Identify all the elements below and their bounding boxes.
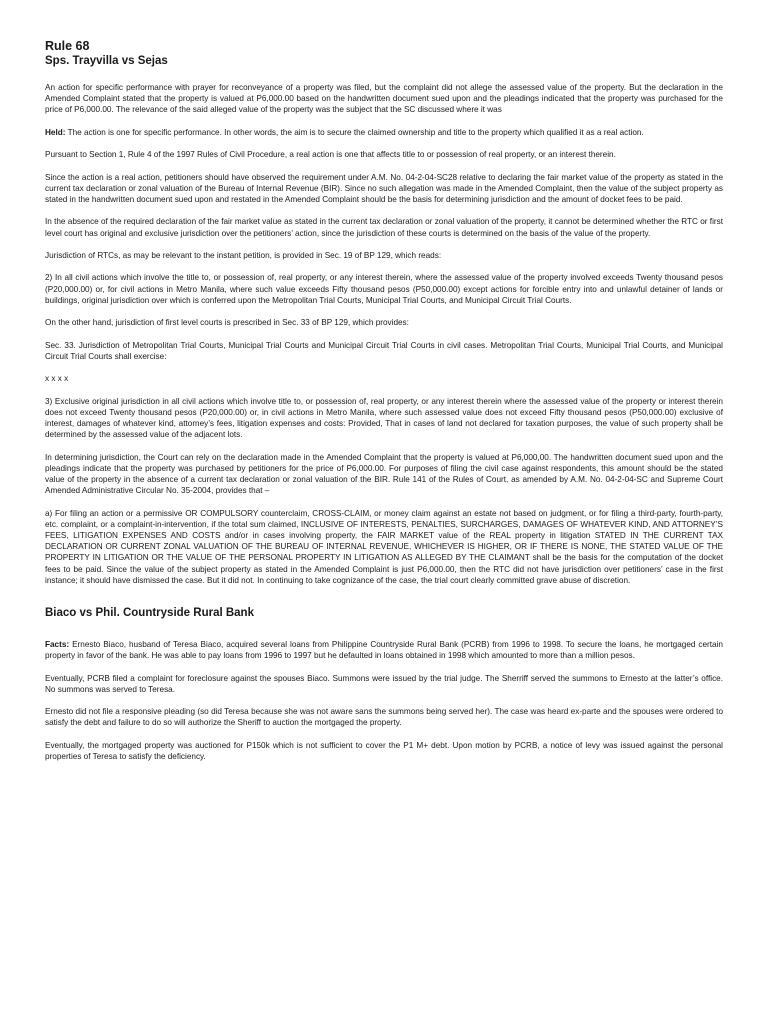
- paragraph: In determining jurisdiction, the Court can rely on the declaration made in the Amended Complaint that the property is valued at P6,000,00. The handwritten document sued upon and the pleadings indicate that the property was purchased by petitioners for the price of P6,000.00. For purposes of filing the civil case against respondents, this amount should be the stated value of the property in the absence of a current tax declaration or zonal valuation of the BIR. Rule 141 of the Rules of Court, as amended by A.M. No. 04-2-04-SC and Supreme Court Amended Administrative Circular No. 35-2004, provides that –: [45, 452, 723, 496]
- ellipsis-marker: x x x x: [45, 374, 69, 384]
- held-paragraph: [45, 127, 723, 138]
- held-label: Held:: [45, 127, 66, 137]
- paragraph: Pursuant to Section 1, Rule 4 of the 1997 Rules of Civil Procedure, a real action is one that affects title to or possession of real property, or an interest therein.: [45, 150, 616, 160]
- facts-paragraph: [45, 639, 723, 661]
- case-title-biaco: Biaco vs Phil. Countryside Rural Bank: [45, 606, 254, 619]
- paragraph: Ernesto did not file a responsive pleading (so did Teresa because she was not aware sans the summons being served her). The case was heard ex-parte and the spouses were ordered to satisfy the debt and failure to do so will authorize the Sheriff to auction the mortgaged the property.: [45, 707, 723, 728]
- paragraph: On the other hand, jurisdiction of first level courts is prescribed in Sec. 33 of BP 129, which provides:: [45, 318, 409, 328]
- rule-title: Rule 68: [45, 39, 90, 53]
- paragraph: 3) Exclusive original jurisdiction in all civil actions which involve title to, or possession of, real property, or any interest therein where the assessed value of the property or interest therein does not exceed Twenty thousand pesos (P20,000.00) or, in civil actions in Metro Manila, where such assessed value does not exceed Fifty thousand pesos (P50,000.00) exclusive of interest, damages of whatever kind, attorney’s fees, litigation expenses and costs: Provided, That in cases of land not declared for taxation purposes, the value of such property shall be determined by the assessed value of the adjacent lots.: [45, 396, 723, 440]
- held-text: The action is one for specific performance. In other words, the aim is to secure the claimed ownership and title to the property which qualified it as a real action.: [65, 127, 644, 137]
- paragraph: a) For filing an action or a permissive OR COMPULSORY counterclaim, CROSS-CLAIM, or money claim against an estate not based on judgment, or for filing a third-party, fourth-party, etc. complaint, or a complaint-in-intervention, if the total sum claimed, INCLUSIVE OF INTERESTS, PENALTIES, SURCHARGES, DAMAGES OF WHATEVER KIND, AND ATTORNEY’S FEES, LITIGATION EXPENSES AND COSTS and/or in cases involving property, the FAIR MARKET value of the REAL property in litigation STATED IN THE CURRENT TAX DECLARATION OR CURRENT ZONAL VALUATION OF THE BUREAU OF INTERNAL REVENUE, WHICHEVER IS HIGHER, OR IF THERE IS NONE, THE STATED VALUE OF THE PROPERTY IN LITIGATION OR THE VALUE OF THE PERSONAL PROPERTY IN LITIGATION AS ALLEGED BY THE CLAIMANT shall be the basis for the computation of the docket fees to be paid. Since the value of the subject property as stated in the Amended Complaint is just P6,000.00, then the RTC did not have jurisdiction over petitioners’ case in the first instance; it should have dismissed the case. But it did not. In continuing to take cognizance of the case, the trial court clearly committed grave abuse of discretion.: [45, 508, 723, 585]
- paragraph: Eventually, PCRB filed a complaint for foreclosure against the spouses Biaco. Summons were issued by the trial judge. The Sherriff served the summons to Ernesto at the latter’s office. No summons was served to Teresa.: [45, 673, 723, 694]
- paragraph: In the absence of the required declaration of the fair market value as stated in the current tax declaration or zonal valuation of the property, it cannot be determined whether the RTC or first level court has original and exclusive jurisdiction over the petitioners’ action, since the jurisdiction of these courts is determined on the basis of the value of the property.: [45, 217, 723, 238]
- paragraph: 2) In all civil actions which involve the title to, or possession of, real property, or any interest therein, where the assessed value of the property involved exceeds Twenty thousand pesos (P20,000.00) or, for civil actions in Metro Manila, where such value exceeds Fifty thousand pesos (P50,000.00) except actions for forcible entry into and unlawful detainer of lands or buildings, original jurisdiction over which is conferred upon the Metropolitan Trial Courts, Municipal Trial Courts, and Municipal Circuit Trial Courts.: [45, 273, 723, 305]
- paragraph: Eventually, the mortgaged property was auctioned for P150k which is not sufficient to cover the P1 M+ debt. Upon motion by PCRB, a notice of levy was issued against the personal properties of Teresa to satisfy the deficiency.: [45, 740, 723, 761]
- facts-text: Ernesto Biaco, husband of Teresa Biaco, acquired several loans from Philippine Countryside Rural Bank (PCRB) from 1996 to 1998. To secure the loans, he mortgaged certain property in favor of the bank. He was able to pay loans from 1996 to 1997 but he defaulted in loans obtained in 1998 which amounted to more than a million pesos.: [45, 639, 723, 661]
- paragraph: Sec. 33. Jurisdiction of Metropolitan Trial Courts, Municipal Trial Courts and Municipal Circuit Trial Courts in civil cases. Metropolitan Trial Courts, Municipal Trial Courts, and Municipal Circuit Trial Courts shall exercise:: [45, 340, 723, 361]
- facts-label: Facts:: [45, 639, 70, 649]
- paragraph: Since the action is a real action, petitioners should have observed the requirement under A.M. No. 04-2-04-SC28 relative to declaring the fair market value of the property as stated in the current tax declaration or zonal valuation of the Bureau of Internal Revenue (BIR). Since no such allegation was made in the Amended Complaint, then the value of the subject property as stated in the handwritten document sued upon and restated in the Amended Complaint should be the basis for determining jurisdiction and the amount of docket fees to be paid.: [45, 172, 723, 204]
- paragraph: Jurisdiction of RTCs, as may be relevant to the instant petition, is provided in Sec. 19 of BP 129, which reads:: [45, 250, 442, 260]
- paragraph: An action for specific performance with prayer for reconveyance of a property was filed, but the complaint did not allege the assessed value of the property. But the declaration in the Amended Complaint stated that the property is valued at P6,000.00 based on the handwritten document sued upon and the pleadings indicated that the property was purchased for the price of P6,000.00. The relevance of the said alleged value of the property was the subject that the SC discussed where it was: [45, 83, 723, 115]
- case-title-trayvilla: Sps. Trayvilla vs Sejas: [45, 55, 168, 67]
